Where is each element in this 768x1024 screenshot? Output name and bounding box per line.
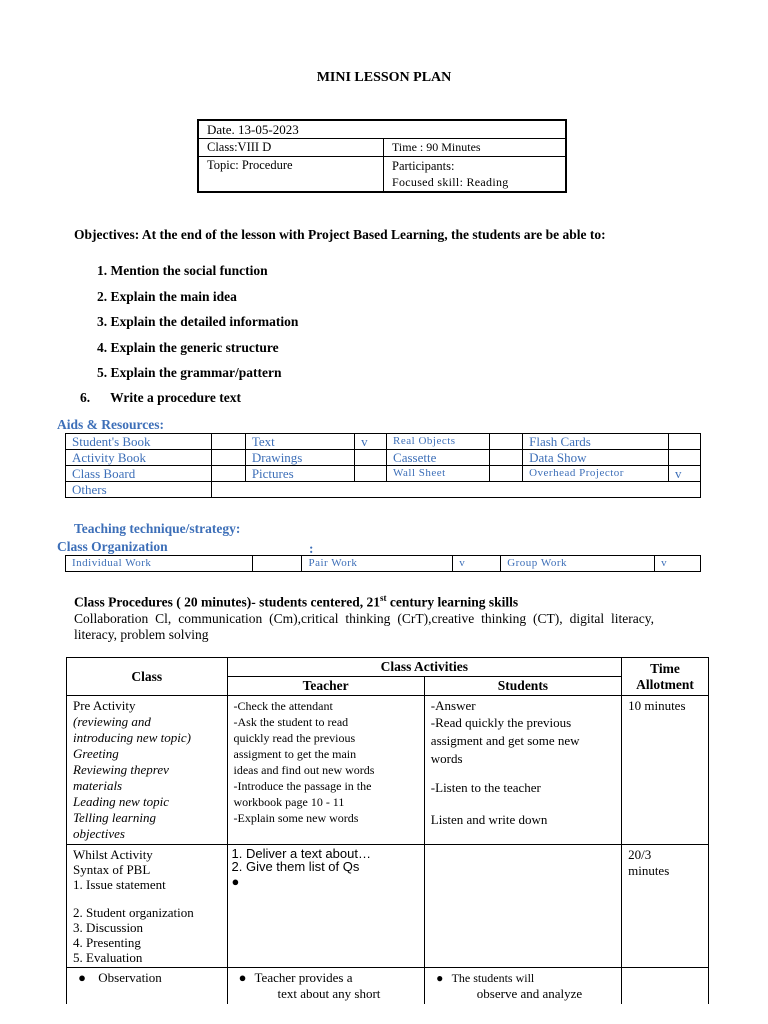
class-line: Syntax of PBL [73,862,151,877]
aid-pictures: Pictures [245,466,354,482]
aid-data-show: Data Show [523,450,669,466]
teacher-line: assigment to get the main [233,747,357,761]
class-line: 1. Issue statement [73,877,166,892]
class-line: Greeting [73,746,119,761]
class-organization-table [65,555,701,572]
students-line: words [430,751,463,766]
students-line: Listen and write down [430,812,548,827]
class-line: Reviewing theprev [73,762,169,777]
teacher-line: -Explain some new words [233,811,359,825]
class-line: introducing new topic) [73,730,191,745]
aid-flash-cards: Flash Cards [523,434,669,450]
org-group-work: Group Work [501,556,655,572]
objective-item: 3. Explain the detailed information [97,314,299,329]
time-line: 20/3 [628,847,652,862]
teacher-line: 2. Give them list of Qs [231,859,360,874]
col-time-allotment: Time Allotment [622,658,709,696]
students-line: assigment and get some new [430,733,580,748]
class-cell: Class:VIII D [198,139,384,157]
observation-label: Observation [98,970,162,985]
aid-check: v [355,434,387,450]
page-title: MINI LESSON PLAN [316,70,452,85]
pre-activity-students [424,696,621,845]
participants-label: Participants: [392,159,455,173]
class-spacer [73,892,221,905]
aid-real-objects: Real Objects [387,434,490,450]
aid-check [668,434,700,450]
bullet-icon: ● [436,971,444,985]
header-table [197,119,567,193]
objective-item: 5. Explain the grammar/pattern [97,365,282,380]
objective-item: 6. Write a procedure text [80,390,241,405]
class-line: materials [73,778,123,793]
time-line: minutes [628,863,670,878]
class-organization-colon: : [309,541,314,556]
procedures-heading [74,590,654,611]
org-check [252,556,302,572]
class-line: 5. Evaluation [73,950,143,965]
teacher-line: -Introduce the passage in the [233,779,372,793]
procedures-heading-text-b: century learning skills [386,594,519,610]
class-activities-table [66,657,709,1004]
students-line: The students will [451,971,535,985]
aid-check [212,434,245,450]
class-procedures [74,590,654,643]
org-check: v [655,556,701,572]
class-line: 3. Discussion [73,920,144,935]
procedures-heading-sup: st [379,593,387,603]
participants-cell [384,157,567,193]
pre-activity-class [67,696,228,845]
aids-table [65,433,701,498]
table-row [67,696,709,845]
focused-skill: Focused skill: Reading [392,175,509,189]
aid-cassette: Cassette [387,450,490,466]
aid-check [355,450,387,466]
aid-check [355,466,387,482]
observation-class [67,968,228,1005]
org-individual-work: Individual Work [66,556,253,572]
class-line: 2. Student organization [73,905,194,920]
class-line: (reviewing and [73,714,151,729]
time-cell: Time : 90 Minutes [384,139,567,157]
aid-overhead-projector: Overhead Projector [523,466,669,482]
whilst-activity-students [424,845,621,968]
teacher-line: -Check the attendant [233,699,333,713]
date-cell: Date. 13-05-2023 [198,120,566,139]
org-pair-work: Pair Work [302,556,453,572]
class-line: objectives [73,826,125,841]
teacher-line: 1. Deliver a text about… [231,846,371,861]
col-students: Students [424,677,621,696]
aid-drawings: Drawings [245,450,354,466]
aid-check [489,450,522,466]
objective-item: 2. Explain the main idea [97,289,237,304]
pre-activity-time: 10 minutes [622,696,709,845]
observation-time [622,968,709,1005]
observation-students [424,968,621,1005]
aid-others-value [212,482,701,498]
topic-cell: Topic: Procedure [198,157,384,193]
table-row [67,845,709,968]
whilst-activity-class [67,845,228,968]
class-organization-label: Class Organization [57,539,168,554]
col-teacher: Teacher [227,677,424,696]
students-line: -Listen to the teacher [430,780,541,795]
procedures-skills: Collaboration Cl, communication (Cm),critical thinking (CrT),creative thinking (CT), digital literacy, literacy, problem solving [74,610,654,642]
technique-heading: Teaching technique/strategy: [74,521,241,536]
col-class: Class [67,658,228,696]
procedures-heading-text: Class Procedures ( 20 minutes)- students centered, 21 [74,594,380,610]
teacher-line: ideas and find out new words [233,763,375,777]
whilst-activity-teacher [227,845,424,968]
class-line: Leading new topic [73,794,170,809]
whilst-activity-time [622,845,709,968]
bullet-icon: ● [238,970,247,985]
students-line: observe and analyze [476,986,583,1001]
aids-heading: Aids & Resources: [57,417,164,432]
observation-teacher [227,968,424,1005]
class-line: Whilst Activity [73,847,153,862]
objectives-intro: Objectives: At the end of the lesson with Project Based Learning, the students are be able to: [74,227,606,242]
aid-check [212,466,245,482]
objective-item: 4. Explain the generic structure [97,340,279,355]
students-spacer [431,768,615,780]
aid-check [212,450,245,466]
aid-check: v [668,466,700,482]
class-line: Pre Activity [73,698,136,713]
class-line: Telling learning [73,810,156,825]
bullet-icon: ● [78,970,86,985]
class-line: 4. Presenting [73,935,141,950]
aid-check [489,466,522,482]
aid-others: Others [66,482,212,498]
table-row [67,968,709,1005]
aid-check [668,450,700,466]
teacher-line: Teacher provides a [254,970,353,985]
students-line: -Answer [430,698,476,713]
teacher-line: -Ask the student to read [233,715,349,729]
students-spacer [431,796,615,812]
teacher-line: quickly read the previous [233,731,356,745]
aid-check [489,434,522,450]
aid-students-book: Student's Book [66,434,212,450]
org-check: v [453,556,501,572]
aid-text: Text [245,434,354,450]
pre-activity-teacher [227,696,424,845]
col-class-activities: Class Activities [227,658,622,677]
aid-wall-sheet: Wall Sheet [387,466,490,482]
teacher-line: text about any short [277,986,381,1001]
teacher-line: workbook page 10 - 11 [233,795,345,809]
objective-item: 1. Mention the social function [97,263,268,278]
aid-class-board: Class Board [66,466,212,482]
students-line: -Read quickly the previous [430,715,572,730]
aid-activity-book: Activity Book [66,450,212,466]
bullet-icon: ● [231,874,240,889]
